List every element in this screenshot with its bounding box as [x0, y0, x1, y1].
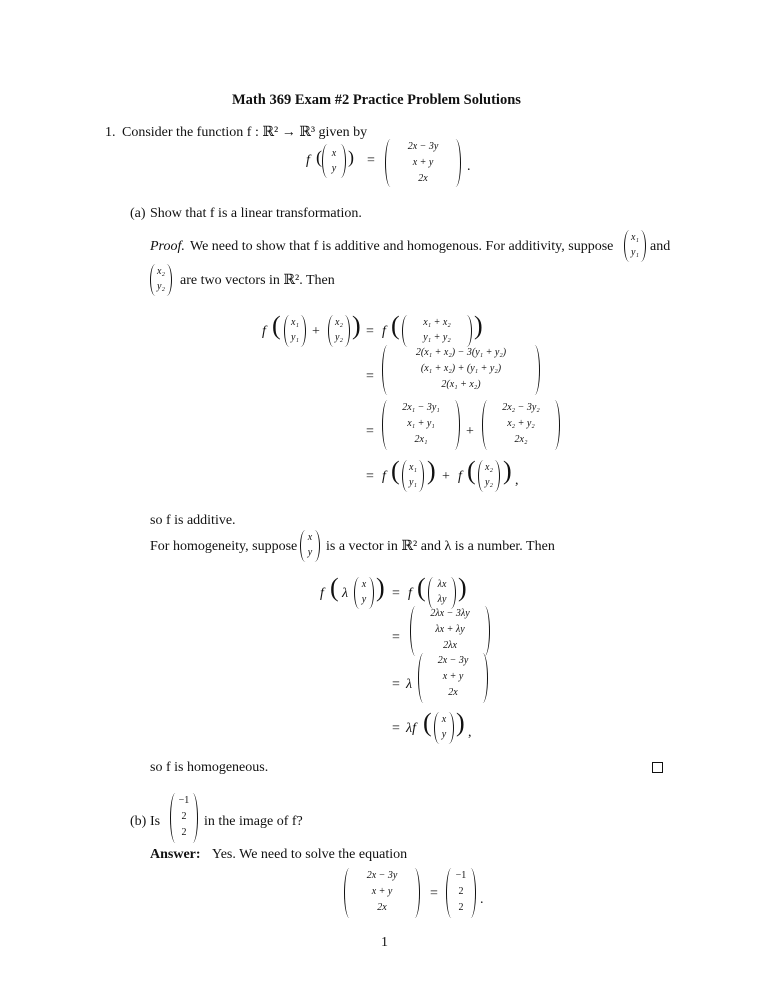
hom-eq2: = — [392, 630, 400, 645]
answer-label: Answer: — [150, 847, 201, 862]
add-paren-close4: ) — [503, 456, 512, 485]
add-vec2: x₂ y₂ — [328, 315, 350, 347]
problem-number: 1. — [105, 125, 116, 140]
add-f4: f — [458, 469, 462, 484]
hom-vec1: x y — [354, 577, 374, 609]
def-outer-open: ( — [316, 147, 322, 167]
hom-paren-open2: ( — [417, 573, 426, 602]
homogeneous-conclusion: so f is homogeneous. — [150, 760, 269, 775]
add-paren-open2: ( — [391, 311, 400, 340]
equation-left-vector: 2x − 3y x + y 2x — [344, 868, 420, 918]
part-b-label: (b) — [130, 814, 147, 829]
homog-text2: is a vector in ℝ² and λ is a number. Then — [326, 539, 555, 554]
hom-paren-close4: ) — [456, 708, 465, 737]
equation-right-vector: −1 2 2 — [446, 868, 476, 918]
hom-f2: f — [408, 586, 412, 601]
equation-eq: = — [430, 886, 438, 901]
hom-step2-vec: 2λx − 3λy λx + λy 2λx — [410, 606, 490, 656]
part-a-label: (a) — [130, 206, 146, 221]
proof-vec1: x₁ y₁ — [624, 230, 646, 262]
additive-conclusion: so f is additive. — [150, 513, 236, 528]
add-plus2: + — [466, 424, 474, 439]
add-plus: + — [312, 324, 320, 339]
add-paren-close3: ) — [427, 456, 436, 485]
def-output-vector: 2x − 3y x + y 2x — [385, 139, 461, 187]
qed-box — [652, 762, 663, 773]
def-period: . — [467, 159, 471, 174]
equation-period: . — [480, 892, 484, 907]
hom-paren-open: ( — [330, 573, 339, 602]
add-step3a-vec: 2x₁ − 3y₁ x₁ + y₁ 2x₁ — [382, 400, 460, 450]
def-eq: = — [367, 153, 375, 168]
def-input-vector: x y — [322, 144, 346, 178]
proof-vectors-text: are two vectors in ℝ². Then — [180, 273, 335, 288]
proof-vec2: x₂ y₂ — [150, 264, 172, 296]
hom-eq1: = — [392, 586, 400, 601]
add-eq1: = — [366, 324, 374, 339]
add-eq3: = — [366, 424, 374, 439]
def-f: f — [306, 153, 310, 168]
hom-comma: , — [468, 725, 472, 740]
hom-lambda-f: λf — [406, 721, 416, 736]
add-sum-vec: x₁ + x₂ y₁ + y₂ — [402, 315, 472, 347]
hom-lambda2: λ — [406, 677, 413, 692]
hom-f1: f — [320, 586, 324, 601]
add-step2-vec: 2(x₁ + x₂) − 3(y₁ + y₂) (x₁ + x₂) + (y₁ + y₂) 2(x₁ + x₂) — [382, 345, 540, 395]
add-eq4: = — [366, 469, 374, 484]
def-outer-close: ) — [348, 147, 354, 167]
add-f1: f — [262, 324, 266, 339]
add-paren-open3: ( — [391, 456, 400, 485]
homog-text1: For homogeneity, suppose — [150, 539, 298, 554]
add-final-vec1: x₁ y₁ — [402, 460, 424, 492]
add-step3b-vec: 2x₂ − 3y₂ x₂ + y₂ 2x₂ — [482, 400, 560, 450]
add-paren-close: ) — [352, 311, 361, 340]
add-paren-open4: ( — [467, 456, 476, 485]
add-final-vec2: x₂ y₂ — [478, 460, 500, 492]
proof-and: and — [650, 239, 671, 254]
homog-vec: x y — [300, 530, 320, 562]
hom-paren-open4: ( — [423, 708, 432, 737]
part-b-is: Is — [150, 814, 161, 829]
add-f2: f — [382, 324, 386, 339]
page-number: 1 — [381, 935, 388, 950]
add-f3: f — [382, 469, 386, 484]
add-comma: , — [515, 473, 519, 488]
hom-eq4: = — [392, 721, 400, 736]
hom-scaled-vec: λx λy — [428, 577, 456, 609]
add-vec1: x₁ y₁ — [284, 315, 306, 347]
hom-lambda: λ — [342, 586, 349, 601]
page-title: Math 369 Exam #2 Practice Problem Solutions — [232, 92, 521, 108]
add-eq2: = — [366, 369, 374, 384]
hom-eq3: = — [392, 677, 400, 692]
hom-step3-vec: 2x − 3y x + y 2x — [418, 653, 488, 703]
hom-final-vec: x y — [434, 712, 454, 744]
problem-intro: Consider the function f : ℝ² → ℝ³ given by — [122, 125, 368, 140]
part-b-question: in the image of f? — [204, 814, 303, 829]
proof-label: Proof. — [150, 239, 185, 254]
hom-paren-close: ) — [376, 573, 385, 602]
add-plus3: + — [442, 469, 450, 484]
part-b-vector: −1 2 2 — [170, 793, 198, 843]
hom-paren-close2: ) — [458, 573, 467, 602]
add-paren-open: ( — [272, 311, 281, 340]
answer-text: Yes. We need to solve the equation — [212, 847, 408, 862]
part-a-question: Show that f is a linear transformation. — [150, 206, 362, 221]
add-paren-close2: ) — [474, 311, 483, 340]
proof-text: We need to show that f is additive and homogenous. For additivity, suppose — [190, 239, 614, 254]
